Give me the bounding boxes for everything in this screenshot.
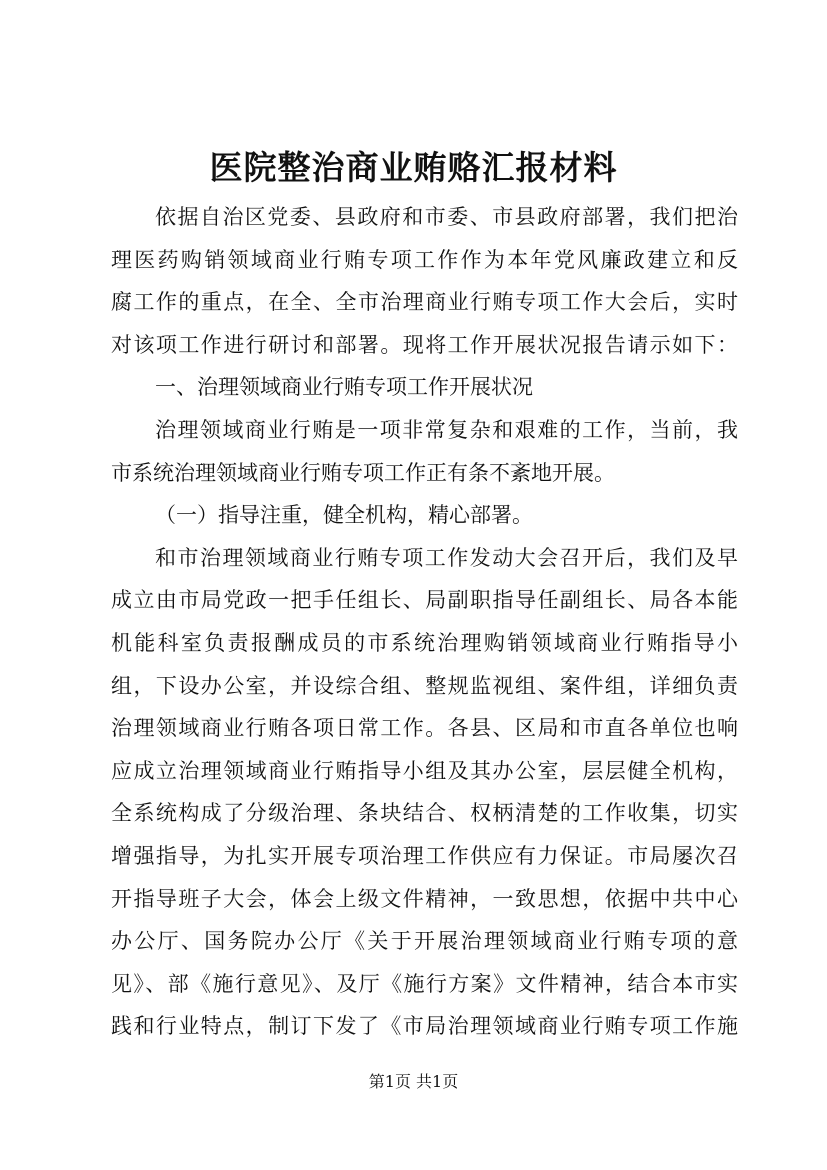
body-line: 见》、部《施行意见》、及厅《施行方案》文件精神，结合本市实	[111, 971, 738, 996]
body-line: 组，下设办公室，并设综合组、整规监视组、案件组，详细负责	[111, 673, 738, 698]
body-line: 治理领域商业行贿各项日常工作。各县、区局和市直各单位也响	[111, 716, 738, 741]
body-line: 对该项工作进行研讨和部署。现将工作开展状况报告请示如下：	[111, 332, 738, 357]
body-line: 开指导班子大会，体会上级文件精神，一致思想，依据中共中心	[111, 886, 738, 911]
body-line: 机能科室负责报酬成员的市系统治理购销领域商业行贿指导小	[111, 630, 738, 655]
body-line: 践和行业特点，制订下发了《市局治理领域商业行贿专项工作施	[111, 1014, 738, 1039]
body-line: 依据自治区党委、县政府和市委、市县政府部署，我们把治	[155, 205, 738, 229]
document-body	[111, 196, 738, 1048]
body-line: 治理领域商业行贿是一项非常复杂和艰难的工作，当前，我	[155, 417, 738, 442]
document-title: 医院整治商业贿赂汇报材料	[209, 148, 618, 187]
body-line: 市系统治理领域商业行贿专项工作正有条不紊地开展。	[111, 460, 615, 485]
body-line: 全系统构成了分级治理、条块结合、权柄清楚的工作收集，切实	[111, 801, 738, 826]
body-line: 和市治理领域商业行贿专项工作发动大会召开后，我们及早	[155, 545, 738, 570]
body-line: 增强指导，为扎实开展专项治理工作供应有力保证。市局屡次召	[111, 843, 738, 868]
section-heading: 一、治理领域商业行贿专项工作开展状况	[155, 375, 533, 400]
subsection-heading: （一）指导注重，健全机构，精心部署。	[155, 503, 533, 528]
body-line: 成立由市局党政一把手任组长、局副职指导任副组长、局各本能	[111, 588, 738, 613]
body-line: 腐工作的重点，在全、全市治理商业行贿专项工作大会后，实时	[111, 290, 738, 315]
body-line: 办公厅、国务院办公厅《关于开展治理领域商业行贿专项的意	[111, 929, 738, 954]
body-line: 理医药购销领域商业行贿专项工作作为本年党风廉政建立和反	[111, 247, 738, 272]
page-number: 第1页 共1页	[368, 1072, 459, 1091]
body-line: 应成立治理领域商业行贿指导小组及其办公室，层层健全机构，	[111, 758, 738, 783]
